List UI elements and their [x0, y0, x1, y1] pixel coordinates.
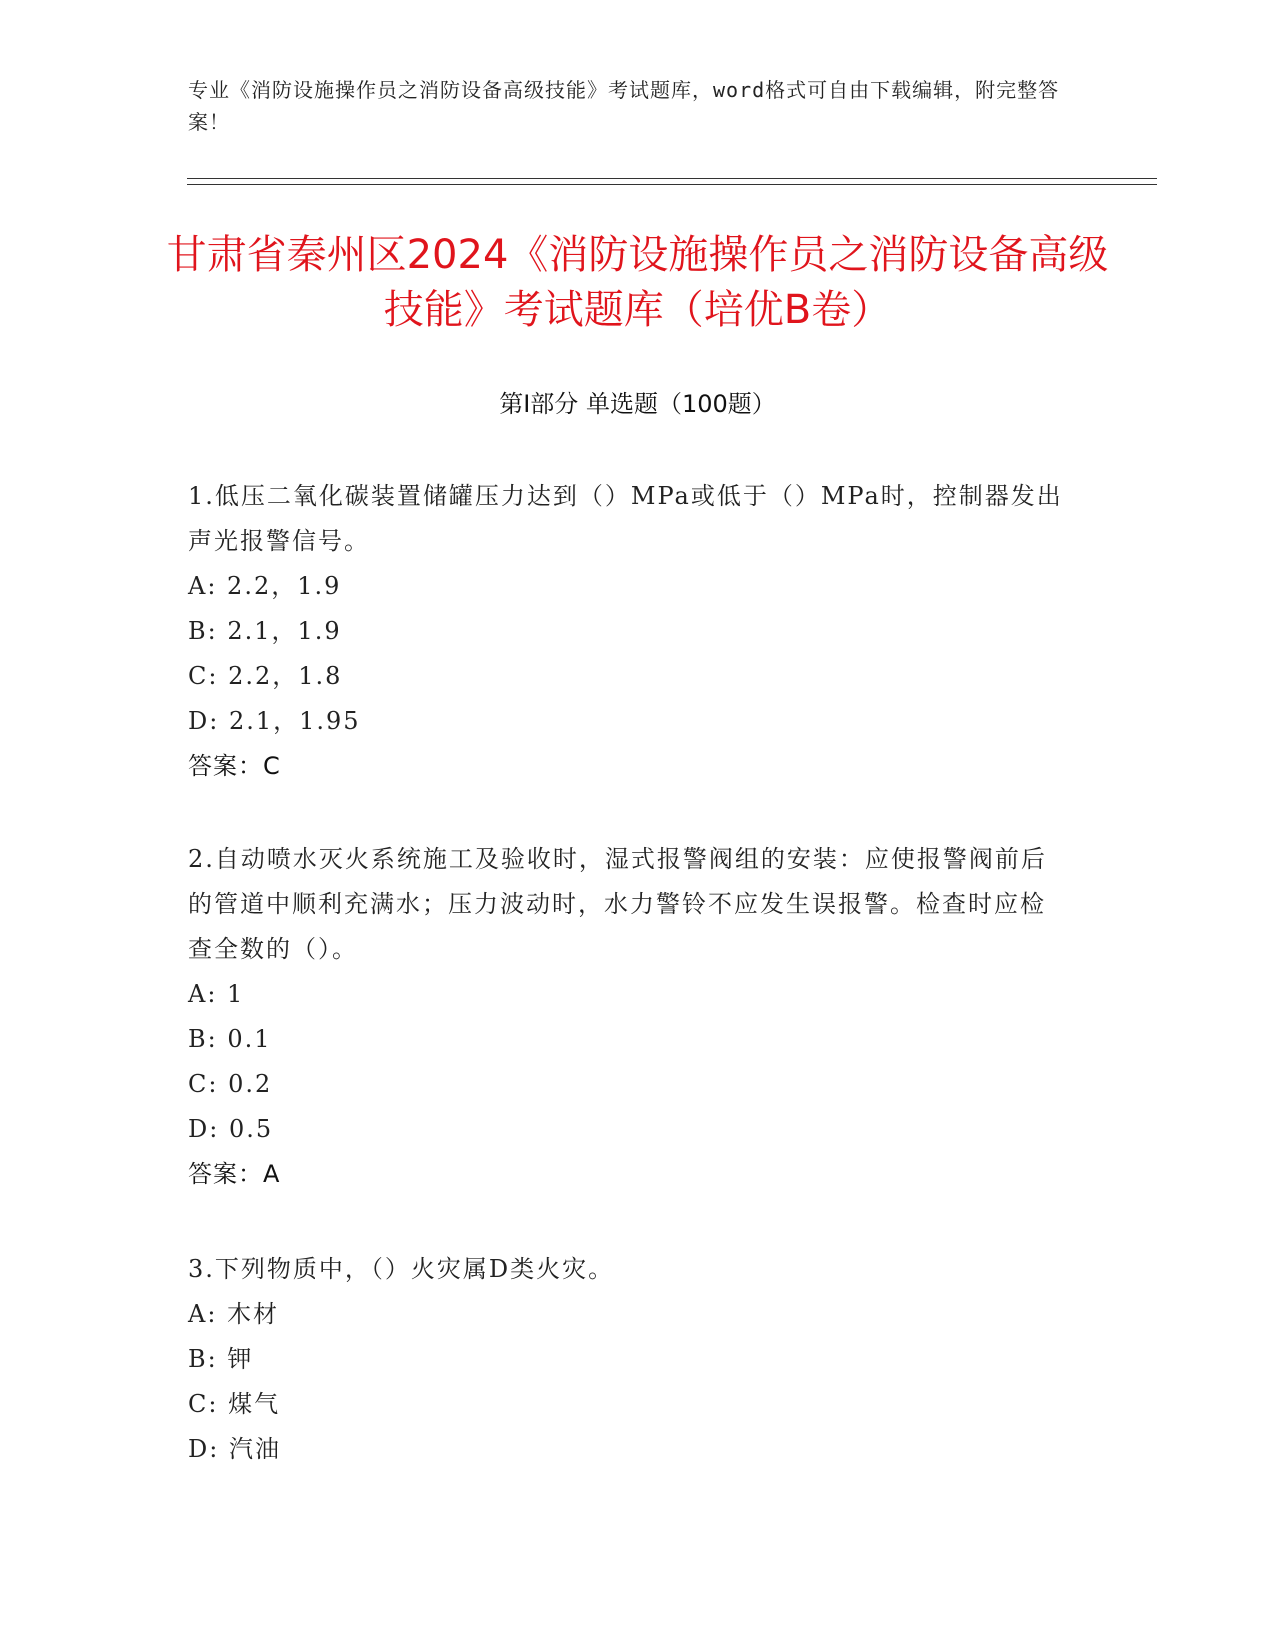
option-a: A: 1 [188, 980, 245, 1008]
section-heading: 第Ⅰ部分 单选题（100题） [499, 390, 776, 418]
answer: 答案：C [188, 752, 281, 780]
option-b: B: 钾 [188, 1345, 254, 1373]
option-c: C: 煤气 [188, 1390, 281, 1418]
header-divider-top [187, 178, 1157, 179]
question-stem: 2.自动喷水灭火系统施工及验收时，湿式报警阀组的安装：应使报警阀前后的管道中顺利充满水；压力波动时，水力警铃不应发生误报警。检查时应检查全数的（）。 [188, 845, 1047, 963]
question-stem: 1.低压二氧化碳装置储罐压力达到（）MPa或低于（）MPa时，控制器发出声光报警信号。 [188, 482, 1063, 555]
option-d: D: 0.5 [188, 1115, 274, 1143]
header-note: 专业《消防设施操作员之消防设备高级技能》考试题库，word格式可自由下载编辑，附完整答案！ [188, 78, 1060, 134]
question-1 [188, 474, 1068, 789]
question-2 [188, 837, 1068, 1197]
option-b: B: 2.1，1.9 [188, 617, 342, 645]
option-b: B: 0.1 [188, 1025, 272, 1053]
option-a: A: 2.2，1.9 [188, 572, 342, 600]
header-divider-bottom [187, 184, 1157, 185]
question-stem: 3.下列物质中，（）火灾属D类火灾。 [188, 1255, 615, 1283]
option-a: A: 木材 [188, 1300, 280, 1328]
question-3 [188, 1247, 1068, 1472]
document-title: 甘肃省秦州区2024《消防设施操作员之消防设备高级技能》考试题库（培优B卷） [166, 232, 1109, 333]
option-d: D: 汽油 [188, 1435, 281, 1463]
option-c: C: 0.2 [188, 1070, 273, 1098]
option-c: C: 2.2，1.8 [188, 662, 343, 690]
option-d: D: 2.1，1.95 [188, 707, 361, 735]
answer: 答案：A [188, 1160, 281, 1188]
